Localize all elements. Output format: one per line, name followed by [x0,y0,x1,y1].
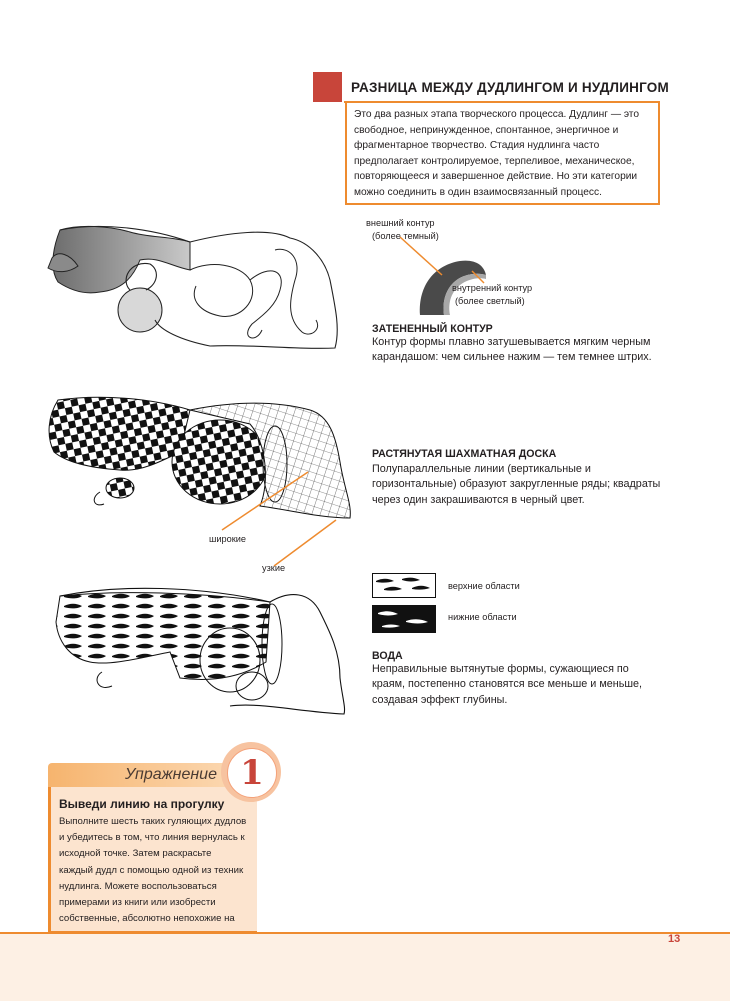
checker-section-body: Полупараллельные линии (вертикальные и горизонтальные) образуют закругленные ряды; квадраты через один закрашиваются в черный цвет. [372,463,661,506]
page-title: РАЗНИЦА МЕЖДУ ДУДЛИНГОМ И НУДЛИНГОМ [351,80,669,95]
contour-section-title: ЗАТЕНЕННЫЙ КОНТУР [372,323,493,335]
water-upper-swatch [372,573,436,598]
narrow-label: узкие [262,563,286,573]
intro-text-box [345,101,660,205]
contour-section-body: Контур формы плавно затушевывается мягким черным карандашом: чем сильнее нажим — тем темнее штрих. [372,336,652,364]
intro-text: Это два разных этапа творческого процесса. Дудлинг — это свободное, непринужденное, спонтанное, энергичное и фрагментарное творчество. Стадия нудлинга часто предполагает контролируемое, терпеливое, механическое, повторяющееся и завершенное действие. Но эти категории можно соединить в один взаимосвязанный процесс. [354,109,640,198]
exercise-tab-label: Упражнение [125,766,217,783]
exercise-number: 1 [227,748,277,798]
lower-areas-label: нижние области [448,612,517,622]
header-accent-square [313,72,342,102]
upper-areas-label: верхние области [448,581,520,591]
water-lower-swatch [372,605,436,633]
outer-contour-label: внешний контур [366,218,435,228]
inner-contour-label: внутренний контур [452,283,533,293]
exercise-body: Выполните шесть таких гуляющих дудлов и убедитесь в том, что линия вернулась к исходной точке. Затем раскрасьте каждый дудл с помощью одной из техник нудлинга. Можете воспользоваться примерами из книги или изобрести собственные, абсолютно непохожие на [59,816,247,925]
inner-contour-note: (более светлый) [455,296,525,306]
footer-rule [0,932,730,934]
exercise-title: Выведи линию на прогулку [59,797,225,811]
checker-section-title: РАСТЯНУТАЯ ШАХМАТНАЯ ДОСКА [372,448,557,460]
water-illustration [40,582,360,716]
checkerboard-pointer [260,500,340,570]
page-number: 13 [668,933,681,945]
footer-band [0,932,730,1001]
wide-label: широкие [209,534,246,544]
outer-contour-note: (более темный) [372,231,439,241]
shaded-contour-illustration [40,220,360,360]
water-section-title: ВОДА [372,650,403,662]
water-section-body: Неправильные вытянутые формы, сужающиеся по краям, постепенно становятся все меньше и меньше, создавая эффект глубины. [372,663,642,706]
